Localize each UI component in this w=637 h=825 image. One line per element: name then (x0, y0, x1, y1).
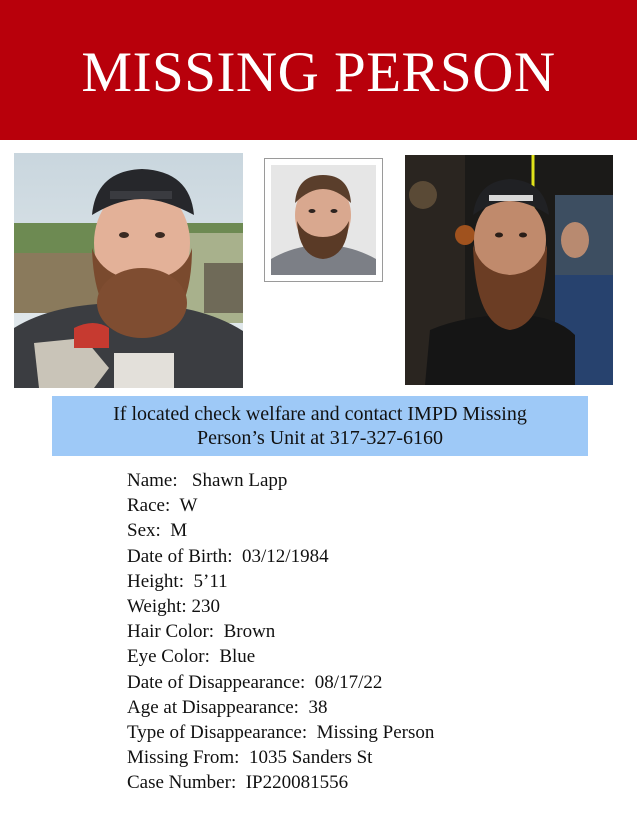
notice-line-1: If located check welfare and contact IMPD Missing (113, 403, 527, 425)
detail-type-of-disappearance (127, 720, 617, 745)
detail-label: Sex: (127, 520, 161, 542)
detail-case-number (127, 770, 617, 795)
detail-label: Eye Color: (127, 646, 210, 668)
detail-label: Weight: (127, 596, 187, 618)
photo-id-headshot (264, 158, 383, 282)
detail-value: 03/12/1984 (242, 545, 329, 567)
detail-race (127, 493, 617, 518)
detail-value: 1035 Sanders St (248, 747, 373, 769)
detail-label: Case Number: (127, 772, 237, 794)
detail-value: Missing Person (316, 722, 435, 744)
detail-value: 230 (191, 596, 220, 618)
detail-value: IP220081556 (245, 772, 349, 794)
notice-line-2: Person’s Unit at 317-327-6160 (196, 427, 444, 449)
detail-value: Blue (219, 646, 256, 668)
detail-hair-color (127, 619, 617, 644)
detail-label: Date of Birth: (127, 545, 233, 567)
detail-value: M (170, 520, 188, 542)
detail-label: Age at Disappearance: (127, 696, 299, 718)
detail-label: Height: (127, 570, 184, 592)
detail-label: Type of Disappearance: (127, 722, 308, 744)
detail-value: W (179, 495, 198, 517)
detail-label: Date of Disappearance: (127, 671, 306, 693)
detail-weight (127, 594, 617, 619)
detail-date-of-birth (127, 544, 617, 569)
detail-value: 5’11 (193, 570, 228, 592)
detail-value: Brown (223, 621, 276, 643)
detail-name (127, 468, 617, 493)
detail-value: Shawn Lapp (191, 470, 288, 491)
detail-label: Name: (127, 470, 178, 491)
contact-notice (52, 396, 588, 456)
detail-height (127, 569, 617, 594)
detail-label: Race: (127, 495, 171, 517)
detail-eye-color (127, 644, 617, 669)
detail-date-of-disappearance (127, 670, 617, 695)
person-details-list (127, 468, 617, 796)
photo-dark-bar-cap (405, 155, 613, 385)
detail-value: 38 (308, 696, 328, 718)
detail-missing-from (127, 745, 617, 770)
detail-label: Hair Color: (127, 621, 215, 643)
detail-age-at-disappearance (127, 695, 617, 720)
detail-label: Missing From: (127, 747, 240, 769)
page-title: MISSING PERSON (81, 41, 556, 104)
photo-outdoor-cap-beard (14, 153, 243, 388)
detail-sex (127, 518, 617, 543)
header-banner (0, 0, 637, 140)
detail-value: 08/17/22 (314, 671, 383, 693)
